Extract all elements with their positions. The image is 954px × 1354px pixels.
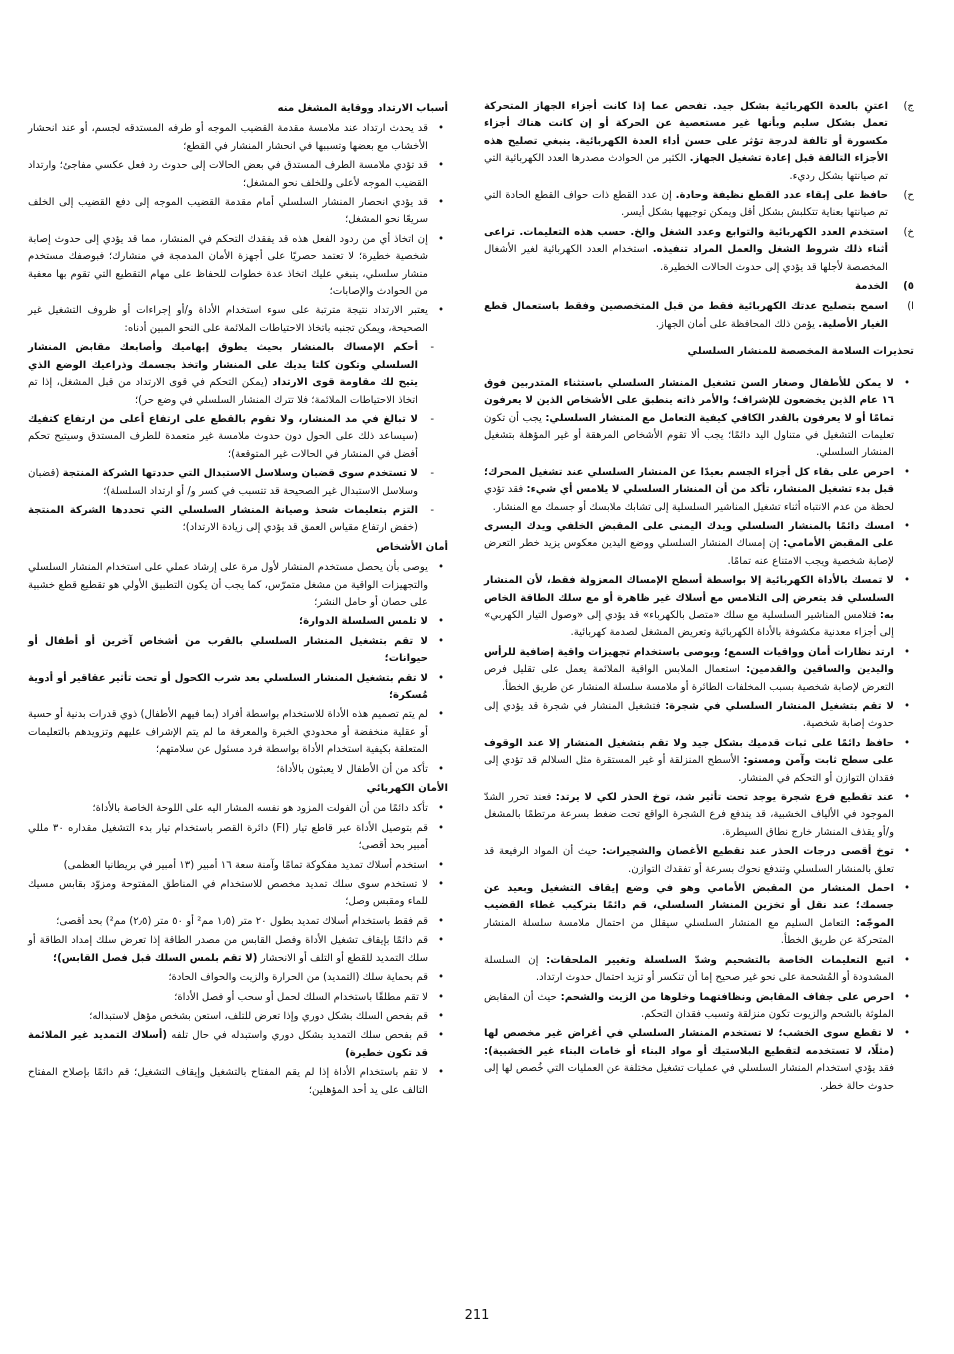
item-text: الأسطح المنزلقة أو غير المستقرة مثل السلالم قد تؤدي إلى فقدان التوازن أو التحكم في المنشار. [484,755,894,784]
instruction-item [484,224,914,276]
item-text: فقد يؤدي استخدام المنشار السلسلي في عمليات تشغيل مختلفة عن العمليات التي خُصص لها إلى حدوث حالة خطر. [484,1063,894,1092]
item-text: (يمكن التحكم في قوى الارتداد من قبل المشغل، إذا تم اتخاذ الاحتياطات الملائمة؛ فلا تترك المنشار السلسلي في وضع حر)؛ [28,377,418,406]
item-text: تأكد من أن الأطفال لا يعبثون بالأداة؛ [276,763,428,775]
bullet-marker: • [437,859,444,871]
kickback-list [28,120,448,337]
instruction-item [484,98,914,185]
bullet-marker: • [437,709,444,721]
item-bold-text: امسك دائمًا بالمنشار السلسلي ويدك اليمنى على المقبض الخلفي ويدك اليسرى على المقبض الأمامي: [484,520,894,550]
item-text: (سيساعد ذلك على الحول دون حدوث ملامسة غير متعمدة للطرف المستدق وسيتيح تحكم أفضل في المنشار في الحالات غير المتوقعة)؛ [28,431,418,460]
bullet-marker: • [903,377,910,389]
list-item [28,633,448,668]
item-text: (قضبان وسلاسل الاستبدال غير الصحيحة قد تتسبب في كسر و/ أو ارتداد السلسلة)؛ [28,468,418,497]
bullet-marker: - [430,342,434,354]
list-item [28,761,448,778]
kickback-heading: أسباب الارتداد ووقاية المشغل منه [277,103,448,114]
list-item [484,464,914,516]
item-text: استخدم أسلاك تمديد مفكوكة تمامًا وآمنة سعة ١٦ أمبير (١٣ أمبير في بريطانيا العظمى) [63,859,428,871]
item-bold-text: اتبع التعليمات الخاصة بالتشحيم وشدّ السلسلة وتغيير الملحقات: [546,954,895,966]
bullet-marker: • [903,991,910,1003]
item-text: استخدام العدد الكهربائية لغير الأشغال المخصصة لأجلها قد يؤدي إلى حدوث الحالات الخطيرة. [484,244,888,273]
item-text: يؤمن ذلك المحافظة على أمان الجهاز. [655,318,819,330]
list-item [28,913,448,930]
personal-safety-list [28,559,448,778]
bullet-marker: • [437,672,444,684]
item-bold-text: (أسلاك التمديد غير الملائمة قد تكون خطيرة) [28,1030,428,1059]
item-text: قم دائمًا بإيقاف تشغيل الأداة وفصل القابس من مصدر الطاقة إذا تعرض سلك إمداد الطاقة أو سلك التمديد للقطع أو التلف أو الانحشار [28,935,428,964]
item-bold-text: احرص على بقاء كل أجزاء الجسم بعيدًا عن المنشار السلسلي عند تشغيل المحرك؛ قبل بدء تشغيل المنشار، تأكد من أن المنشار السلسلي لا يلامس أي شيء: [484,466,894,496]
item-bold-text: لا تقطع سوى الخشب؛ لا تستخدم المنشار السلسلي في أغراض غير مخصص لها (مثلًا، لا تستخدمه لتقطيع البلاستيك أو مواد البناء أو خامات البناء غير الخشبية): [484,1028,894,1057]
item-text: إن اتخاذ أي من ردود الفعل هذه قد يفقدك التحكم في المنشار، مما قد يؤدي إلى حدوث إصابة شخصية خطيرة؛ لا تعتمد حصريًا على أجهزة الأمان المدمجة في منشارك؛ فبوصفك مستخدم منشار سلسلي، ينبغي عليك اتخاذ عدة خطوات للحفاظ على مهام التقطيع التي تقوم بها معفية من الحوادث والإصابات؛ [28,233,428,298]
list-item [28,1008,448,1025]
list-item [28,820,448,855]
item-text: فعند تحرر الشدّ الموجود في الألياف الخشبية، قد يندفع فرع الشجرة الواقع تحت ضغط بسرعة مرتطمًا بالمشغل و/أو يقذف المنشار خارج نطاق السيطرة. [484,792,894,838]
item-bold-text: حافظ على إبقاء عدد القطع نظيفة وحادة. [675,190,888,202]
bullet-marker: • [437,803,444,815]
list-item [484,572,914,642]
list-item [28,231,448,301]
list-item [484,843,914,878]
bullet-marker: • [903,575,910,587]
bullet-marker: • [437,197,444,209]
item-bold-text: لا تلمس السلسلة الدوارة؛ [299,616,428,628]
bullet-marker: • [437,1030,444,1042]
item-bold-text: اسمح بتصليح عدتك الكهربائية فقط من قبل المتخصصين وفقط باستعمال قطع الغيار الأصلية. [484,301,888,330]
list-item [484,1025,914,1095]
list-item [484,989,914,1024]
list-item [28,932,448,967]
list-item [484,644,914,696]
chainsaw-safety-list [484,375,914,1095]
list-item [28,1064,448,1099]
bullet-marker: • [903,954,910,966]
list-item [28,559,448,611]
item-bold-text: لا تمسك بالأداة الكهربائية إلا بواسطة أسطح الإمساك المعزولة فقط، لأن المنشار السلسلي قد يتعرض إلى التلامس مع أسلاك غير ظاهرة أو مع سلك الطاقة الخاص به: [484,575,894,621]
bullet-marker: • [903,846,910,858]
bullet-marker: • [903,646,910,658]
item-text: قد يحدث ارتداد عند ملامسة مقدمة القضيب الموجه أو طرفه المستدقه لجسم، أو عند انحشار الأخشاب مع بعضها وتسببها في انحشار المنشار في القطع؛ [28,123,428,152]
item-text: يجب أن تكون تعليمات التشغيل في متناول اليد دائمًا؛ يجب ألا تقوم الأشخاص المرهقة أو غير المؤهلة بتشغيل المنشار السلسلي. [484,412,894,459]
item-text: لا تقم مطلقًا باستخدام السلك لحمل أو سحب أو فصل الأداة؛ [174,991,428,1003]
item-text: قم بفحص السلك بشكل دوري وإذا تعرض للتلف، استعن بشخص مؤهل لاستبداله؛ [89,1010,428,1022]
item-text: لا تقم باستخدام الأداة إذا لم يقم المفتاح بالتشغيل وإيقاف التشغيل؛ قم دائمًا بإصلاح المفتاح التالف على يد أحد المؤهلين؛ [28,1067,428,1096]
bullet-marker: • [903,520,910,532]
bullet-marker: • [903,701,910,712]
bullet-marker: • [437,822,444,834]
item-label: ج) [903,101,914,112]
bullet-marker: • [437,972,444,984]
bullet-marker: • [903,466,910,478]
bullet-marker: • [903,737,910,749]
electrical-safety-list [28,800,448,1099]
item-text: لا تستخدم سوى سلك تمديد مخصص للاستخدام في المناطق المفتوحة ومزوّد بقابس مسيك للماء ومقبس وصل؛ [28,879,428,908]
right-column [484,98,914,1097]
item-text: استعمال الملابس الواقية الملائمة يعمل على تقليل فرص التعرض لإصابة شخصية بسبب المخلفات الطائرة أو ملامسة سلسلة المنشار عن طريق الخطأ. [484,664,894,693]
bullet-marker: - [430,413,434,425]
item-bold-text: عند تقطيع فرع شجرة يوجد تحت تأثير شد، توخ الحذر لكي لا يرتد: [555,792,894,804]
list-item [28,613,448,630]
list-item [28,302,448,337]
item-text: (خفض ارتفاع مقياس العمق قد يؤدي إلى زيادة الارتداد)؛ [182,522,418,534]
item-bold-text: احرص على جفاف المقابض ونظافتهما وخلوها من الزيت والشحم: [560,991,894,1003]
item-text: يوصى بأن يحصل مستخدم المنشار لأول مرة على إرشاد عملي على استخدام المنشار السلسلي والتجهيزات الواقية من مشغل متمرّس، كما يجب أن يكون التطبيق الأولي هو تقطيع قطع خشبية على حصان أو حامل النشر؛ [28,562,428,608]
chainsaw-safety-heading: تحذيرات السلامة المخصصة للمنشار السلسلي [687,346,914,358]
list-item [28,989,448,1006]
bullet-marker: • [437,991,444,1003]
list-item [28,339,448,409]
kickback-precautions-list [28,339,448,536]
list-item [484,952,914,987]
item-bold-text: لا يمكن للأطفال وصغار السن تشغيل المنشار السلسلي باستثناء المتدربين فوق ١٦ عام الذين يخضعون للإشراف؛ والأمر ذاته ينطبق على الأشخاص الذين لا يعرفون تمامًا أو لا يعرفون بالقدر الكافي كيفية التعامل مع المنشار السلسلي: [484,377,894,424]
list-item [484,789,914,841]
bullet-marker: • [903,883,910,895]
item-label: ح) [903,190,914,202]
bullet-marker: • [437,233,444,245]
item-text: التعامل السليم مع المنشار السلسلي سيقلل من احتمال ملامسة سلسلة المنشار المتحركة عن طريق الخطأ. [484,917,894,947]
item-text: قد يؤدي انحصار المنشار السلسلي أمام مقدمة القضيب الموجه إلى دفع القضيب إلى الخلف سريعًا نحو المشغل؛ [28,197,428,226]
list-item [484,518,914,570]
bullet-marker: - [430,468,434,480]
list-item [28,969,448,986]
item-bold-text: لا تستخدم سوى قضبان وسلاسل الاستبدال التي حددتها الشركة المنتجة [62,468,419,480]
list-item [484,375,914,462]
list-item [28,157,448,192]
bullet-marker: • [437,915,444,927]
section-number: ٥) [903,281,914,293]
list-item [28,857,448,874]
list-item [484,698,914,733]
item-bold-text: (لا تقم بلمس السلك قبل فصل القابس)؛ [53,952,258,964]
bullet-marker: • [437,305,444,317]
item-bold-text: لا تقم بتشغيل المنشار السلسلي بعد شرب الكحول أو تحت تأثير عقاقير أو أدوية مُسكرة؛ [28,672,428,701]
list-item [28,876,448,911]
item-text: قم بفحص سلك التمديد بشكل دوري واستبدله في حال تلفه [166,1030,429,1042]
item-bold-text: أحكم الإمساك بالمنشار بحيث يطوق إبهاميك وأصابعك مقابض المنشار السلسلي وتكون كلتا يديك على المنشار واتخذ بجسمك وذراعيك الوضع الذي يتيح لك مقاومة قوى الارتداد [28,342,418,389]
bullet-marker: • [437,763,444,775]
instructions-list [484,98,914,276]
section-title: الخدمة [854,281,888,293]
item-text: إن عدد القطع ذات حواف القطع الحادة التي تم صيانتها بعناية تتكلبش بشكل أقل ويمكن توجيهها بشكل أيسر. [484,190,888,219]
bullet-marker: • [437,123,444,135]
left-column [28,98,448,1101]
section-service [484,278,914,295]
item-text: لم يتم تصميم هذه الأداة للاستخدام بواسطة أفراد (بما فيهم الأطفال) ذوي قدرات بدنية أو حسية أو عقلية منخفضة أو محدودي الخبرة والمعرفة ما لم يتم الإشراف عليهم وتزويدهم بالتعليمات المتعلقة بكيفية استخدام الأداة بواسطة فرد مسئول عن سلامتهم؛ [28,709,428,756]
list-item [28,670,448,705]
list-item [28,706,448,758]
item-text: قم فقط باستخدام أسلاك تمديد بطول ٢٠ متر (١٫٥ مم² أو ٥٠ متر (٢٫٥) مم²) بحد أقصى؛ [56,915,428,927]
item-label: ا) [907,301,914,313]
list-item [484,880,914,950]
item-label: خ) [903,226,914,238]
bullet-marker: • [903,1028,910,1040]
bullet-marker: • [437,935,444,947]
item-text: تأكد دائمًا من أن الفولت المزود هو نفسه المشار اليه على اللوحة الخاصة بالأداة؛ [92,803,428,815]
item-bold-text: لا تقم بتشغيل المنشار السلسلي بالقرب من أشخاص آخرين أو أطفال أو حيوانات؛ [28,635,428,665]
item-bold-text: احمل المنشار من المقبض الأمامي وهو في وضع إيقاف التشغيل وبعيد عن جسمك؛ عند نقل أو تخزين المنشار السلسلي، قم دائمًا بتركيب غطاء القضيب الموجّه: [484,883,894,929]
item-text: حيث أن المواد الرفيعة قد تعلق بالمنشار السلسلي وتندفع نحوك بسرعة أو تفقدك التوازن. [484,846,894,875]
item-bold-text: توخ أقصى درجات الحذر عند تقطيع الأغصان والشجيرات: [602,846,894,858]
item-bold-text: التزم بتعليمات شحذ وصيانة المنشار السلسلي التي تحددها الشركة المنتجة [28,504,418,516]
item-text: قم بحماية سلك (التمديد) من الحرارة والزيت والحواف الحادة؛ [168,972,428,984]
item-text: قد تؤدي ملامسة الطرف المستدق في بعض الحالات إلى حدوث رد فعل عكسي مفاجئ؛ وارتداد القضيب الموجه لأعلى وللخلف نحو المشغل؛ [28,160,428,189]
bullet-marker: • [437,1010,444,1022]
list-item [28,502,448,537]
electrical-safety-heading: الأمان الكهربائي [366,783,448,795]
item-text: قم بتوصيل الأداة عبر قاطع تيار (FI) دائرة القصر باستخدام تيار بدء التشغيل مقداره ٣٠ مللي أمبير بحد أقصى؛ [28,822,428,852]
item-text: الكثير من الحوادث مصدرها العدد الكهربائية التي تم صيانتها بشكل رديء. [484,153,888,182]
list-item [28,465,448,500]
bullet-marker: - [430,504,434,516]
bullet-marker: • [903,792,910,804]
instruction-item [484,187,914,222]
page-number: 211 [464,1308,490,1323]
item-bold-text: لا تقم بتشغيل المنشار السلسلي في شجرة: [665,701,894,712]
personal-safety-heading: أمان الأشخاص [376,541,448,553]
item-bold-text: اعتنِ بالعدة الكهربائية بشكل جيد. تفحص عما إذا كانت أجزاء الجهاز المتحركة تعمل بشكل سليم وبأنها غير مستعصية عن الحركة أو إن كانت هناك أجزاء مكسورة أو تالفة لدرجة تؤثر على حسن أداء العدة الكهربائية. ينبغي تصليح هذه الأجزاء التالفة قبل إعادة تشغيل الجهاز. [484,101,888,165]
bullet-marker: • [437,562,444,574]
item-text: يعتبر الارتداد نتيجة مترتبة على سوء استخدام الأداة و/أو إجراءات أو ظروف التشغيل غير الصحيحة، ويمكن تجنبه باتخاذ الاحتياطات الملائمة على النحو المبين أدناه: [28,305,428,334]
list-item [28,800,448,817]
bullet-marker: • [437,1067,444,1079]
service-item [484,298,914,333]
list-item [484,735,914,787]
item-text: فتشغيل المنشار في شجرة قد يؤدي إلى حدوث إصابة شخصية. [484,701,894,730]
list-item [28,411,448,463]
bullet-marker: • [437,160,444,172]
item-text: حيث أن المقابض الملوثة بالشحم والزيوت تكون منزلقة وتسبب فقدان التحكم. [484,991,894,1020]
list-item [28,194,448,229]
item-bold-text: لا تبالغ في مد المنشار، ولا تقوم بالقطع على ارتفاع أعلى من ارتفاع كتفيك [28,413,418,425]
item-bold-text: استخدم العدد الكهربائية والتوابع وعدد الشغل والخ. حسب هذه التعليمات. تراعى أثناء ذلك شروط الشغل والعمل المراد تنفيذه. [484,226,888,256]
item-bold-text: ارتد نظارات أمان وواقيات السمع؛ ويوصى باستخدام تجهيزات واقية إضافية للرأس واليدين والساقين والقدمين: [484,646,894,676]
bullet-marker: • [437,879,444,891]
list-item [28,120,448,155]
item-text: إن السلسلة المشدودة أو المُشحمة على نحو غير صحيح إما أن تنكسر أو تزيد احتمال حدوث ارتداد. [484,954,894,984]
item-bold-text: حافظ دائمًا على ثبات قدميك بشكل جيد ولا تقم بتشغيل المنشار إلا عند الوقوف على سطح ثابت وآمن ومستو: [484,737,894,767]
bullet-marker: • [437,635,444,647]
item-text: إن إمساك المنشار السلسلي ووضع اليدين معكوس يزيد خطر التعرض لإصابة شخصية ويجب الامتناع عنه تمامًا. [484,538,894,567]
item-text: فتلامس المناشير السلسلية مع سلك «متصل بالكهرباء» قد يؤدي إلى «وصول التيار الكهربي» إلى أجزاء معدنية مكشوفة بالأداة الكهربائية وتعريض المشغل لصدمة كهربائية. [484,609,894,639]
item-text: فقد تؤدي لحظة من عدم الانتباه أثناء تشغيل المناشير السلسلية إلى تشابك ملابسك أو جسمك مع المنشار. [484,484,894,513]
bullet-marker: • [437,616,444,628]
list-item [28,1027,448,1062]
